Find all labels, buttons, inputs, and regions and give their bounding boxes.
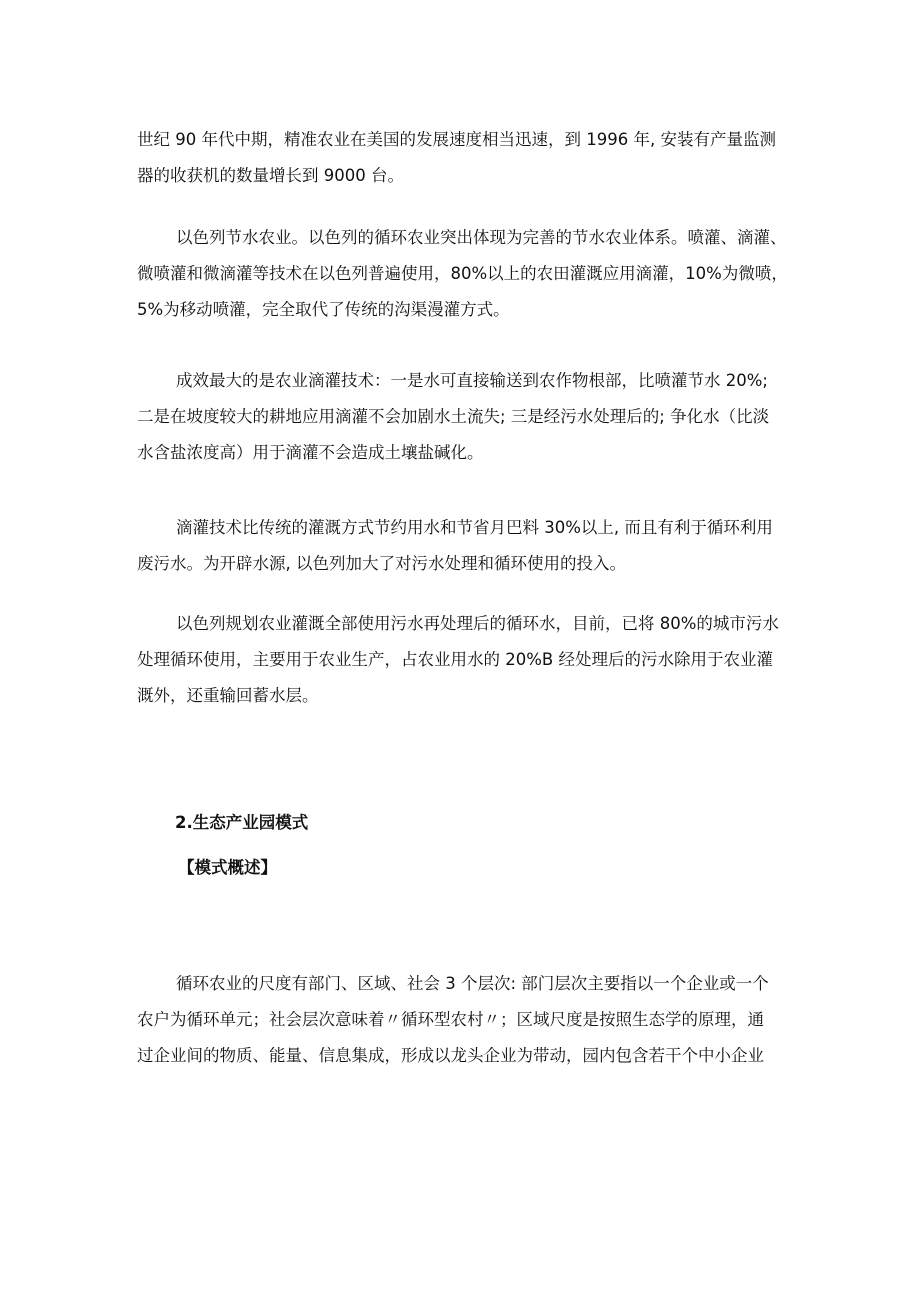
- text-line: 处理循环使用，主要用于农业生产，占农业用水的 20%B 经处理后的污水除用于农业灌: [137, 650, 773, 669]
- text-line: 器的收获机的数量增长到 9000 台。: [137, 166, 404, 185]
- text-line: 成效最大的是农业滴灌技术：一是水可直接输送到农作物根部，比喷灌节水 20%;: [176, 371, 768, 390]
- text-line: 循环农业的尺度有部门、区域、社会 3 个层次: 部门层次主要指以一个企业或一个: [176, 974, 769, 993]
- paragraph-drip-irrigation-savings: [137, 510, 787, 582]
- text-line: 微喷灌和微滴灌等技术在以色列普遍使用，80%以上的农田灌溉应用滴灌，10%为微喷，: [137, 264, 788, 283]
- text-line: 以色列节水农业。以色列的循环农业突出体现为完善的节水农业体系。喷灌、滴灌、: [176, 228, 787, 247]
- text-line: 过企业间的物质、能量、信息集成，形成以龙头企业为带动，园内包含若干个中小企业: [137, 1046, 764, 1065]
- text-line: 二是在坡度较大的耕地应用滴灌不会加剧水土流失; 三是经污水处理后的; 争化水（比淡: [137, 407, 770, 426]
- paragraph-precision-agriculture: [137, 122, 787, 194]
- paragraph-circular-agriculture-scales: [137, 966, 787, 1074]
- paragraph-wastewater-recycling: [137, 606, 787, 714]
- text-line: 废污水。为开辟水源, 以色列加大了对污水处理和循环使用的投入。: [137, 554, 626, 573]
- text-line: 5%为移动喷灌，完全取代了传统的沟渠漫灌方式。: [137, 300, 510, 319]
- text-line: 以色列规划农业灌溉全部使用污水再处理后的循环水，目前，已将 80%的城市污水: [176, 614, 779, 633]
- text-line: 滴灌技术比传统的灌溉方式节约用水和节省月巴料 30%以上, 而且有利于循环利用: [176, 518, 773, 537]
- text-line: 世纪 90 年代中期，精准农业在美国的发展速度相当迅速，到 1996 年, 安装有产量监测: [137, 130, 776, 149]
- section-heading: 2.生态产业园模式: [175, 813, 309, 832]
- text-line: 溉外，还重输回蓄水层。: [137, 686, 319, 705]
- text-line: 农户为循环单元；社会层次意味着〃循环型农村〃；区域尺度是按照生态学的原理，通: [137, 1010, 764, 1029]
- section-subheading: 【模式概述】: [178, 858, 277, 877]
- paragraph-drip-irrigation-effects: [137, 363, 787, 471]
- paragraph-israel-water-saving: [137, 220, 787, 328]
- text-line: 水含盐浓度高）用于滴灌不会造成土壤盐碱化。: [137, 443, 484, 462]
